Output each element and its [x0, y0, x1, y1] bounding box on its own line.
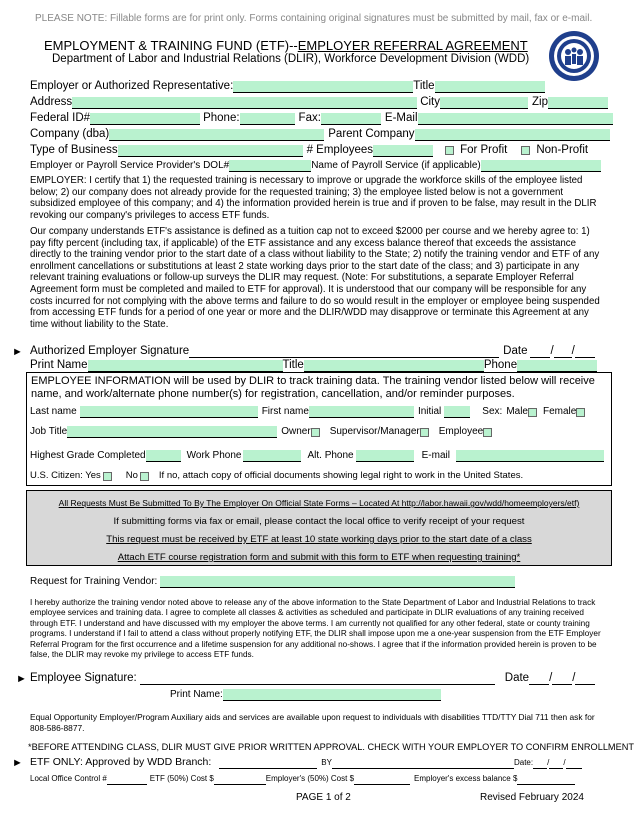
- sig-phone-field[interactable]: [517, 360, 597, 372]
- employee-signature-row: [30, 672, 595, 685]
- right-arrow-icon: ►: [16, 673, 27, 685]
- female-checkbox[interactable]: [576, 408, 585, 417]
- citizen-note: If no, attach copy of official documents showing legal right to work in the United States.: [158, 470, 524, 481]
- company-field[interactable]: [109, 129, 324, 141]
- employee-signature-field[interactable]: [140, 673, 495, 685]
- employee-label: Employee: [438, 426, 484, 437]
- vendor-request-label: Request for Training Vendor:: [30, 576, 158, 587]
- employer-rep-field[interactable]: [233, 81, 413, 93]
- company-row: [30, 128, 610, 141]
- print-name-label: Print Name: [30, 359, 88, 371]
- print-notice: PLEASE NOTE: Fillable forms are for print only. Forms containing original signatures must be submitted by mail, fax or e-mail.: [35, 13, 593, 24]
- parent-company-field[interactable]: [415, 129, 610, 141]
- parent-company-label: Parent Company: [328, 128, 415, 140]
- vendor-request-field[interactable]: [160, 576, 515, 588]
- non-profit-label: Non-Profit: [536, 144, 589, 156]
- alt-phone-label: Alt. Phone: [307, 450, 354, 461]
- title-label: Title: [413, 80, 435, 92]
- etf-date-label: Date:: [513, 758, 534, 767]
- date-slash: /: [572, 672, 576, 684]
- employee-date-month[interactable]: [529, 673, 549, 685]
- authorized-signature-field[interactable]: [189, 346, 499, 358]
- instructions-line-3: This request must be received by ETF at least 10 state working days prior to the start date of a class: [106, 534, 532, 545]
- first-name-label: First name: [261, 406, 309, 417]
- zip-label: Zip: [532, 96, 548, 108]
- city-label: City: [420, 96, 440, 108]
- employee-print-name-field[interactable]: [223, 689, 441, 701]
- etf-cost-label: ETF (50%) Cost $: [149, 774, 214, 783]
- form-subtitle: Department of Labor and Industrial Relations (DLIR), Workforce Development Division (WDD): [52, 53, 530, 65]
- eeo-statement: Equal Opportunity Employer/Program Auxiliary aids and services are available upon request to individuals with disabilities TTD/TTY Dial 711 then ask for 808-586-8877.: [30, 712, 595, 733]
- right-arrow-icon: ►: [12, 346, 23, 358]
- employee-date-label: Date: [504, 672, 530, 684]
- last-name-field[interactable]: [80, 406, 258, 418]
- employee-info-intro: EMPLOYEE INFORMATION will be used by DLIR to track training data. The training vendor listed below will receive name, and work/alternate phone number(s) for registration, cancellation, and/or reminder purposes.: [31, 375, 595, 400]
- supervisor-label: Supervisor/Manager: [329, 426, 420, 437]
- employee-date-day[interactable]: [552, 673, 572, 685]
- employee-authorization: I hereby authorize the training vendor noted above to release any of the above information to the State Department of Labor and Industrial Relations to track employee services and training data. I agree to complete all classes & activities as scheduled and participate in DLIR evaluations of any training received through ETF. I understand and have discussed with my employer the above terms. I am currently not qualified for any other federal, state or county training programs. I understand if I fail to attend a class without properly notifying ETF, the DLIR shall impose upon me a one-year suspension from the ETF Employer Referral Program for the first occurrence and a lifetime suspension for any additional no-shows. I agree that if the information provided herein is proven to be false, the DLIR may revoke my privilege to access ETF funds.: [30, 598, 601, 660]
- dol-field[interactable]: [229, 160, 311, 172]
- citizen-no-label: No: [125, 470, 138, 481]
- local-control-field[interactable]: [107, 776, 147, 785]
- employee-name-row: [30, 405, 585, 418]
- email-field[interactable]: [418, 113, 613, 125]
- fax-field[interactable]: [321, 113, 381, 125]
- employer-cost-field[interactable]: [354, 776, 410, 785]
- vendor-request-row: [30, 575, 515, 588]
- print-name-field[interactable]: [88, 360, 283, 372]
- sig-title-field[interactable]: [304, 360, 484, 372]
- job-title-field[interactable]: [67, 426, 277, 438]
- etf-date-day[interactable]: [549, 757, 566, 769]
- etf-cost-row: [30, 772, 575, 785]
- zip-field[interactable]: [548, 97, 608, 109]
- date-slash: /: [550, 345, 554, 357]
- date-slash: /: [571, 345, 575, 357]
- supervisor-checkbox[interactable]: [420, 428, 429, 437]
- etf-cost-field[interactable]: [214, 776, 266, 785]
- signature-date-day[interactable]: [554, 346, 572, 358]
- first-name-field[interactable]: [309, 406, 414, 418]
- initial-field[interactable]: [444, 406, 470, 418]
- etf-only-row: [30, 756, 582, 769]
- dol-label: Employer or Payroll Service Provider's DOL#: [30, 160, 230, 171]
- male-label: Male: [506, 406, 528, 417]
- employer-statement: EMPLOYER: I certify that 1) the requested training is necessary to improve or upgrade the workforce skills of the employee listed below; 2) our company does not already provide for the requested training; 3) the employee listed below is not a government subsidized employee of this company; and 4) the information provided herein is true and if proven to be false, may result in the DLIR revoking our company's privileges to access ETF funds.: [30, 175, 597, 221]
- employees-label: # Employees: [306, 144, 374, 156]
- grade-row: [30, 449, 604, 462]
- phone-label: Phone:: [203, 112, 240, 124]
- instructions-line-4: Attach ETF course registration form and submit with this form to ETF when requesting training*: [117, 552, 521, 563]
- employer-rep-row: [30, 80, 545, 93]
- company-statement: Our company understands ETF's assistance is defined as a tuition cap not to exceed $2000 per course and we hereby agree to: 1) pay fifty percent (including tax, if applicable) of the ETF assistance and any excess balance thereof that exceeds the assistance directly to the training vendor prior to the start date of a class without liability to the State; 2) notify the training vendor and ETF of any enrollment cancellations or substitutions at least 2 state working days prior to the start date of the class; and 3) participate in any relevant training evaluations or follow-up surveys the DLIR may request. (Note: For substitutions, a separate Employer Referral Agreement form must be completed and mailed to ETF for approval). It is understood that our company will be responsible for any costs incurred for not complying with the above terms and failure to do so would result in the employer or employee being suspended from accessing ETF funds for a period of one year or more and the DLIR/WDD may disapprove or terminate this Agreement at any time without liability to the State.: [30, 226, 600, 330]
- employees-field[interactable]: [373, 145, 433, 157]
- etf-date-year[interactable]: [566, 757, 582, 769]
- citizen-label: U.S. Citizen: Yes: [30, 470, 101, 481]
- date-slash: /: [563, 758, 566, 767]
- for-profit-checkbox[interactable]: [445, 146, 454, 155]
- before-attending-note: *BEFORE ATTENDING CLASS, DLIR MUST GIVE PRIOR WRITTEN APPROVAL. CHECK WITH YOUR EMPLOYER TO CONFIRM ENROLLMENT: [28, 742, 634, 752]
- employer-cost-label: Employer's (50%) Cost $: [265, 774, 355, 783]
- signature-date-label: Date: [503, 345, 528, 357]
- etf-by-field[interactable]: [332, 757, 514, 769]
- etf-by-label: BY: [321, 758, 332, 767]
- revision-date: Revised February 2024: [480, 792, 584, 803]
- non-profit-checkbox[interactable]: [521, 146, 530, 155]
- employee-email-label: E-mail: [421, 450, 450, 461]
- citizen-yes-checkbox[interactable]: [103, 472, 112, 481]
- payroll-name-label: Name of Payroll Service (if applicable): [311, 160, 481, 171]
- federal-id-field[interactable]: [90, 113, 200, 125]
- for-profit-label: For Profit: [460, 144, 508, 156]
- employee-date-year[interactable]: [575, 673, 595, 685]
- form-title-right: EMPLOYER REFERRAL AGREEMENT: [297, 38, 528, 53]
- sex-label: Sex:: [482, 406, 503, 417]
- title-field[interactable]: [435, 81, 545, 93]
- type-of-business-label: Type of Business: [30, 144, 118, 156]
- phone-field[interactable]: [240, 113, 295, 125]
- work-phone-label: Work Phone: [186, 450, 242, 461]
- etf-date-month[interactable]: [533, 757, 550, 769]
- grade-field[interactable]: [146, 450, 181, 462]
- email-label: E-Mail: [384, 112, 418, 124]
- excess-balance-label: Employer's excess balance $: [414, 774, 518, 783]
- employee-print-name-label: Print Name:: [170, 689, 223, 700]
- form-title-left: EMPLOYMENT & TRAINING FUND (ETF)--: [44, 38, 298, 53]
- right-arrow-icon: ►: [12, 757, 23, 769]
- instructions-line-1: All Requests Must Be Submitted To By The Employer On Official State Forms – Located At http://labor.hawaii.gov/wdd/homeemployers/etf): [58, 498, 580, 508]
- citizen-row: [30, 469, 523, 482]
- female-label: Female: [543, 406, 577, 417]
- date-slash: /: [547, 758, 550, 767]
- work-phone-field[interactable]: [243, 450, 301, 462]
- fax-label: Fax:: [298, 112, 321, 124]
- owner-label: Owner: [281, 426, 311, 437]
- initial-label: Initial: [417, 406, 442, 417]
- dlir-seal-icon: [548, 30, 600, 82]
- excess-balance-field[interactable]: [517, 776, 575, 785]
- company-label: Company (dba): [30, 128, 110, 140]
- sig-phone-label: Phone: [483, 359, 518, 371]
- type-of-business-field[interactable]: [118, 145, 303, 157]
- address-label: Address: [30, 96, 73, 108]
- address-row: [30, 96, 608, 109]
- authorized-signature-row: [30, 345, 595, 358]
- city-field[interactable]: [440, 97, 528, 109]
- owner-checkbox[interactable]: [311, 428, 320, 437]
- citizen-no-checkbox[interactable]: [140, 472, 149, 481]
- address-field[interactable]: [72, 97, 417, 109]
- print-name-row: [30, 359, 597, 372]
- business-row: [30, 144, 588, 157]
- etf-branch-field[interactable]: [219, 757, 317, 769]
- job-title-row: [30, 425, 492, 438]
- signature-date-month[interactable]: [530, 346, 550, 358]
- authorized-signature-label: Authorized Employer Signature: [30, 345, 190, 357]
- last-name-label: Last name: [30, 406, 77, 417]
- male-checkbox[interactable]: [528, 408, 537, 417]
- dol-row: [30, 159, 601, 172]
- alt-phone-field[interactable]: [356, 450, 414, 462]
- sig-title-label: Title: [282, 359, 304, 371]
- local-control-label: Local Office Control #: [30, 774, 107, 783]
- signature-date-year[interactable]: [575, 346, 595, 358]
- instructions-line-2: If submitting forms via fax or email, please contact the local office to verify receipt of your request: [113, 516, 525, 527]
- employee-email-field[interactable]: [456, 450, 604, 462]
- payroll-name-field[interactable]: [481, 160, 601, 172]
- job-title-label: Job Title: [30, 426, 68, 437]
- employee-checkbox[interactable]: [483, 428, 492, 437]
- page-number: PAGE 1 of 2: [296, 792, 351, 803]
- employee-print-name-row: [170, 688, 441, 701]
- etf-only-label: ETF ONLY: Approved by WDD Branch:: [30, 756, 212, 768]
- federal-row: [30, 112, 613, 125]
- federal-id-label: Federal ID#: [30, 112, 91, 124]
- employer-rep-label: Employer or Authorized Representative:: [30, 80, 234, 92]
- employee-signature-label: Employee Signature:: [30, 672, 137, 684]
- date-slash: /: [549, 672, 553, 684]
- grade-label: Highest Grade Completed: [30, 450, 146, 461]
- form-title: [44, 38, 528, 53]
